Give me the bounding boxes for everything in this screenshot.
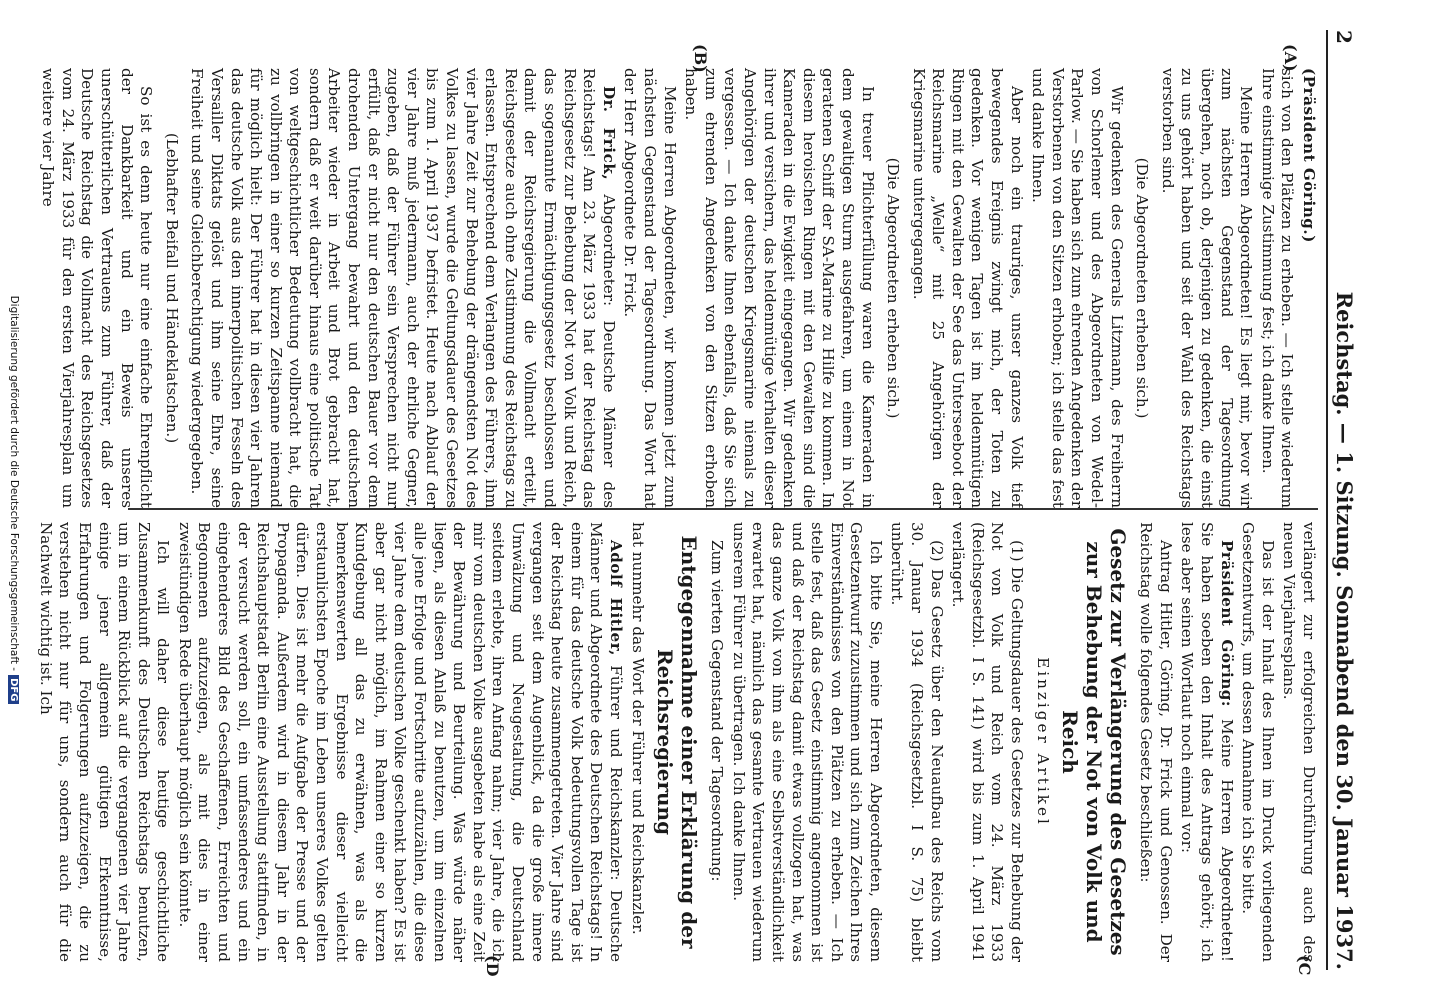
- paragraph: sich von den Plätzen zu erheben. — Ich stelle wiederum Ihre einstimmige Zustimmung fest; ich danke Ihnen.: [1258, 68, 1297, 508]
- dfg-logo: DFG: [8, 675, 19, 704]
- agenda-heading: Entgegennahme einer Erklärung der Reichsregierung: [652, 535, 701, 949]
- article-title: Einziger Artikel: [1033, 657, 1052, 827]
- speech-text: Abgeordneter: Deutsche Männer des Reichstags! Am 23. März 1933 hat der Reichstag das Reichsgesetz zur Behebung der Not von Volk und Reich, das sogenannte Ermächtigungsgesetz beschlossen und damit der Reichsregierung die Vollmacht erteilt, Reichsgesetze auch ohne Zustimmung des Reichstags zu erlassen. Entsprechend dem Verlangen des Führers, ihm vier Jahre Zeit zur Behebung der drängendsten Not des Volkes zu lassen, wurde die Geltungsdauer des Gesetzes bis zum 1. April 1937 befristet. Heute nach Ablauf der vier Jahre muß jedermann, auch der ehrliche Gegner, zugeben, daß der Führer sein Versprechen nicht nur erfüllt, daß er nicht nur den deutschen Bauer vor dem drohenden Untergang bewahrt und den deutschen Arbeiter wieder in Arbeit und Brot gebracht hat, sondern daß er weit darüber hinaus eine politische Tat von weltgeschichtlicher Bedeutung vollbracht hat, die zu vollbringen in einer so kurzen Zeitspanne niemand für möglich hielt: Der Führer hat in diesen vier Jahren das deutsche Volk aus den innerpolitischen Fesseln des Versailler Diktats gelöst und ihm seine Ehre, seine Freiheit und seine Gleichberechtigung wiedergegeben.: [188, 68, 618, 508]
- paragraph: verlängert zur erfolgreichen Durchführung auch des neuen Vierjahresplans.: [1280, 522, 1318, 962]
- margin-marker-b: (B): [691, 44, 710, 73]
- paragraph: Wir gedenken des Generals Litzmann, des Freiherrn von Schorlemer und des Abgeordneten von Wedel-Parlow. — Sie haben sich zum ehrenden Angedenken der Verstorbenen von den Sitzen erhoben; ich stelle das fest und danke Ihnen.: [1029, 68, 1126, 508]
- margin-marker-a: (A): [1281, 44, 1300, 72]
- margin-marker-d: (D: [483, 955, 502, 977]
- page-number: 2: [1332, 30, 1356, 44]
- paragraph: Meine Herren Abgeordneten! Es liegt mir, bevor wir zum nächsten Gegenstand der Tagesordnung übergehen, noch ob, derjenigen zu gedenken, die einst zu uns gehört haben und seit der Wahl des Reichstags verstorben sind.: [1158, 68, 1256, 508]
- paragraph: In treuer Pflichterfüllung waren die Kameraden in dem gewaltigen Sturm ausgefahren, um einem in Not geratenen Schiff der SA-Marine zu Hilfe zu kommen. In diesem heroischen Ringen mit den Gewalten sind die Kameraden in die Ewigkeit eingegangen. Wir gedenken ihrer und versichern, das heldenmütige Verhalten dieser Angehörigen der deutschen Kriegsmarine niemals zu vergessen. — Ich danke Ihnen ebenfalls, daß Sie sich zum ehrenden Angedenken von den Sitzen erhoben haben.: [682, 68, 877, 508]
- right-column: [36, 522, 1318, 963]
- paragraph: (1) Die Geltungsdauer des Gesetzes zur Behebung der Not von Volk und Reich vom 24. März 1933 (Reichsgesetzbl. I S. 141) wird bis zum 1. April 1941 verlängert.: [949, 522, 1027, 962]
- paragraph: Zum vierten Gegenstand der Tagesordnung:: [708, 540, 727, 882]
- paragraph: (2) Das Gesetz über den Neuaufbau des Reichs vom 30. Januar 1934 (Reichsgesetzbl. I S. 75) bleibt unberührt.: [888, 522, 946, 962]
- digitization-text: Digitalisierung gefördert durch die Deutsche Forschungsgemeinschaft -: [8, 295, 20, 672]
- paragraph: [187, 68, 618, 508]
- speaker-label: Dr. Frick,: [599, 86, 618, 181]
- page-header: [1326, 30, 1370, 970]
- speaker-label: Präsident Göring:: [1217, 540, 1236, 708]
- speech-text: Meine Herren Abgeordneten! Sie haben soeben den Inhalt des Antrags gehört; ich lese aber seinen Wortlaut noch einmal vor:: [1178, 522, 1236, 962]
- stage-direction: (Die Abgeordneten erheben sich.): [1133, 157, 1152, 419]
- speaker-label: (Präsident Göring.): [1300, 68, 1318, 243]
- left-column: [39, 68, 1318, 508]
- paragraph: Das ist der Inhalt des Ihnen im Druck vorliegenden Gesetzentwurfs, um dessen Annahme ich Sie bitte.: [1239, 522, 1277, 962]
- paragraph: hat nunmehr das Wort der Führer und Reichskanzler.: [628, 522, 647, 935]
- margin-marker-c: (C: [1295, 955, 1314, 976]
- paragraph: [174, 522, 625, 962]
- speech-text: Führer und Reichskanzler: Deutsche Männer und Abgeordnete des Deutschen Reichstags! In einem für das deutsche Volk bedeutungsvollen Tage ist der Reichstag heute zusammengetreten. Vier Jahre sind vergangen seit dem Augenblick, da die große innere Umwälzung und Neugestaltung, die Deutschland seitdem erlebte, ihren Anfang nahm; vier Jahre, die ich mir vom deutschen Volke ausgebeten habe als eine Zeit der Bewährung und Beurteilung. Was würde näher liegen, als diesen Anlaß zu benutzen, um im einzelnen alle jene Erfolge und Fortschritte aufzuzählen, die diese vier Jahre dem deutschen Volke geschenkt haben? Es ist aber gar nicht möglich, im Rahmen einer so kurzen Kundgebung all das zu erwähnen, was als die bemerkenswerten Ergebnisse dieser vielleicht erstaunlichsten Epoche im Leben unseres Volkes gelten dürfen. Dies ist mehr die Aufgabe der Presse und der Propaganda. Außerdem wird in diesem Jahr in der Reichshauptstadt Berlin eine Ausstellung stattfinden, in der versucht werden soll, ein umfassenderes und ein eingehenderes Bild des Geschaffenen, Erreichten und Begonnenen aufzuzeigen, als mit dies in einer zweistündigen Rede überhaupt möglich sein könnte.: [175, 522, 625, 963]
- paragraph: Meine Herren Abgeordneten, wir kommen jetzt zum nächsten Gegenstand der Tagesordnung. Das Wort hat der Herr Abgeordnete Dr. Frick.: [621, 68, 679, 508]
- speaker-label: Adolf Hitler,: [606, 540, 625, 656]
- paragraph: [1177, 522, 1236, 962]
- paragraph: [1298, 68, 1318, 508]
- law-heading: Gesetz zur Verlängerung des Gesetzes zur Behebung der Not von Volk und Reich: [1057, 528, 1130, 956]
- paragraph: Aber noch ein trauriges, unser ganzes Volk tief bewegendes Ereignis zwingt mich, der Toten zu gedenken. Vor wenigen Tagen ist im heldenmütigen Ringen mit den Gewalten der See das Unterseeboot der Reichsmarine „Welle“ mit 25 Angehörigen der Kriegsmarine untergegangen.: [909, 68, 1026, 508]
- stage-direction: (Lebhafter Beifall und Händeklatschen.): [162, 132, 181, 444]
- digitization-note: [8, 0, 20, 1000]
- stage-direction: (Die Abgeordneten erheben sich.): [884, 157, 903, 419]
- column-divider: [128, 508, 1318, 510]
- paragraph: Antrag Hitler, Göring, Dr. Frick und Genossen. Der Reichstag wolle folgendes Gesetz beschließen:: [1137, 522, 1175, 962]
- paragraph: Ich will daher diese heutige geschichtliche Zusammenkunft des Deutschen Reichstags benutzen, um in einem Rückblick auf die vergangenen vier Jahre einige jener allgemein gültigen Erkenntnisse, Erfahrungen und Folgerungen aufzuzeigen, die zu verstehen nicht nur für uns, sondern auch für die Nachwelt wichtig ist. Ich: [36, 522, 173, 962]
- paragraph: So ist es denn heute nur eine einfache Ehrenpflicht der Dankbarkeit und ein Beweis unseres unerschütterlichen Vertrauens zum Führer, daß der Deutsche Reichstag die Vollmacht des Reichsgesetzes vom 24. März 1933 für den ersten Vierjahresplan um weitere vier Jahre: [39, 68, 156, 508]
- paragraph: Ich bitte Sie, meine Herren Abgeordneten, diesem Gesetzentwurf zuzustimmen und sich zum Zeichen Ihres Einverständnisses von den Plätzen zu erheben. — Ich stelle fest, daß das Gesetz einstimmig angenommen ist und daß der Reichstag damit etwas vollzogen hat, was das ganze Volk von ihm als eine Selbstverständlichkeit erwartet hat, nämlich das gesamte Vertrauen wiederum unserem Führer zu übertragen. Ich danke Ihnen.: [729, 522, 885, 962]
- running-title: Reichstag. — 1. Sitzung. Sonnabend den 30. Januar 1937.: [1332, 291, 1357, 970]
